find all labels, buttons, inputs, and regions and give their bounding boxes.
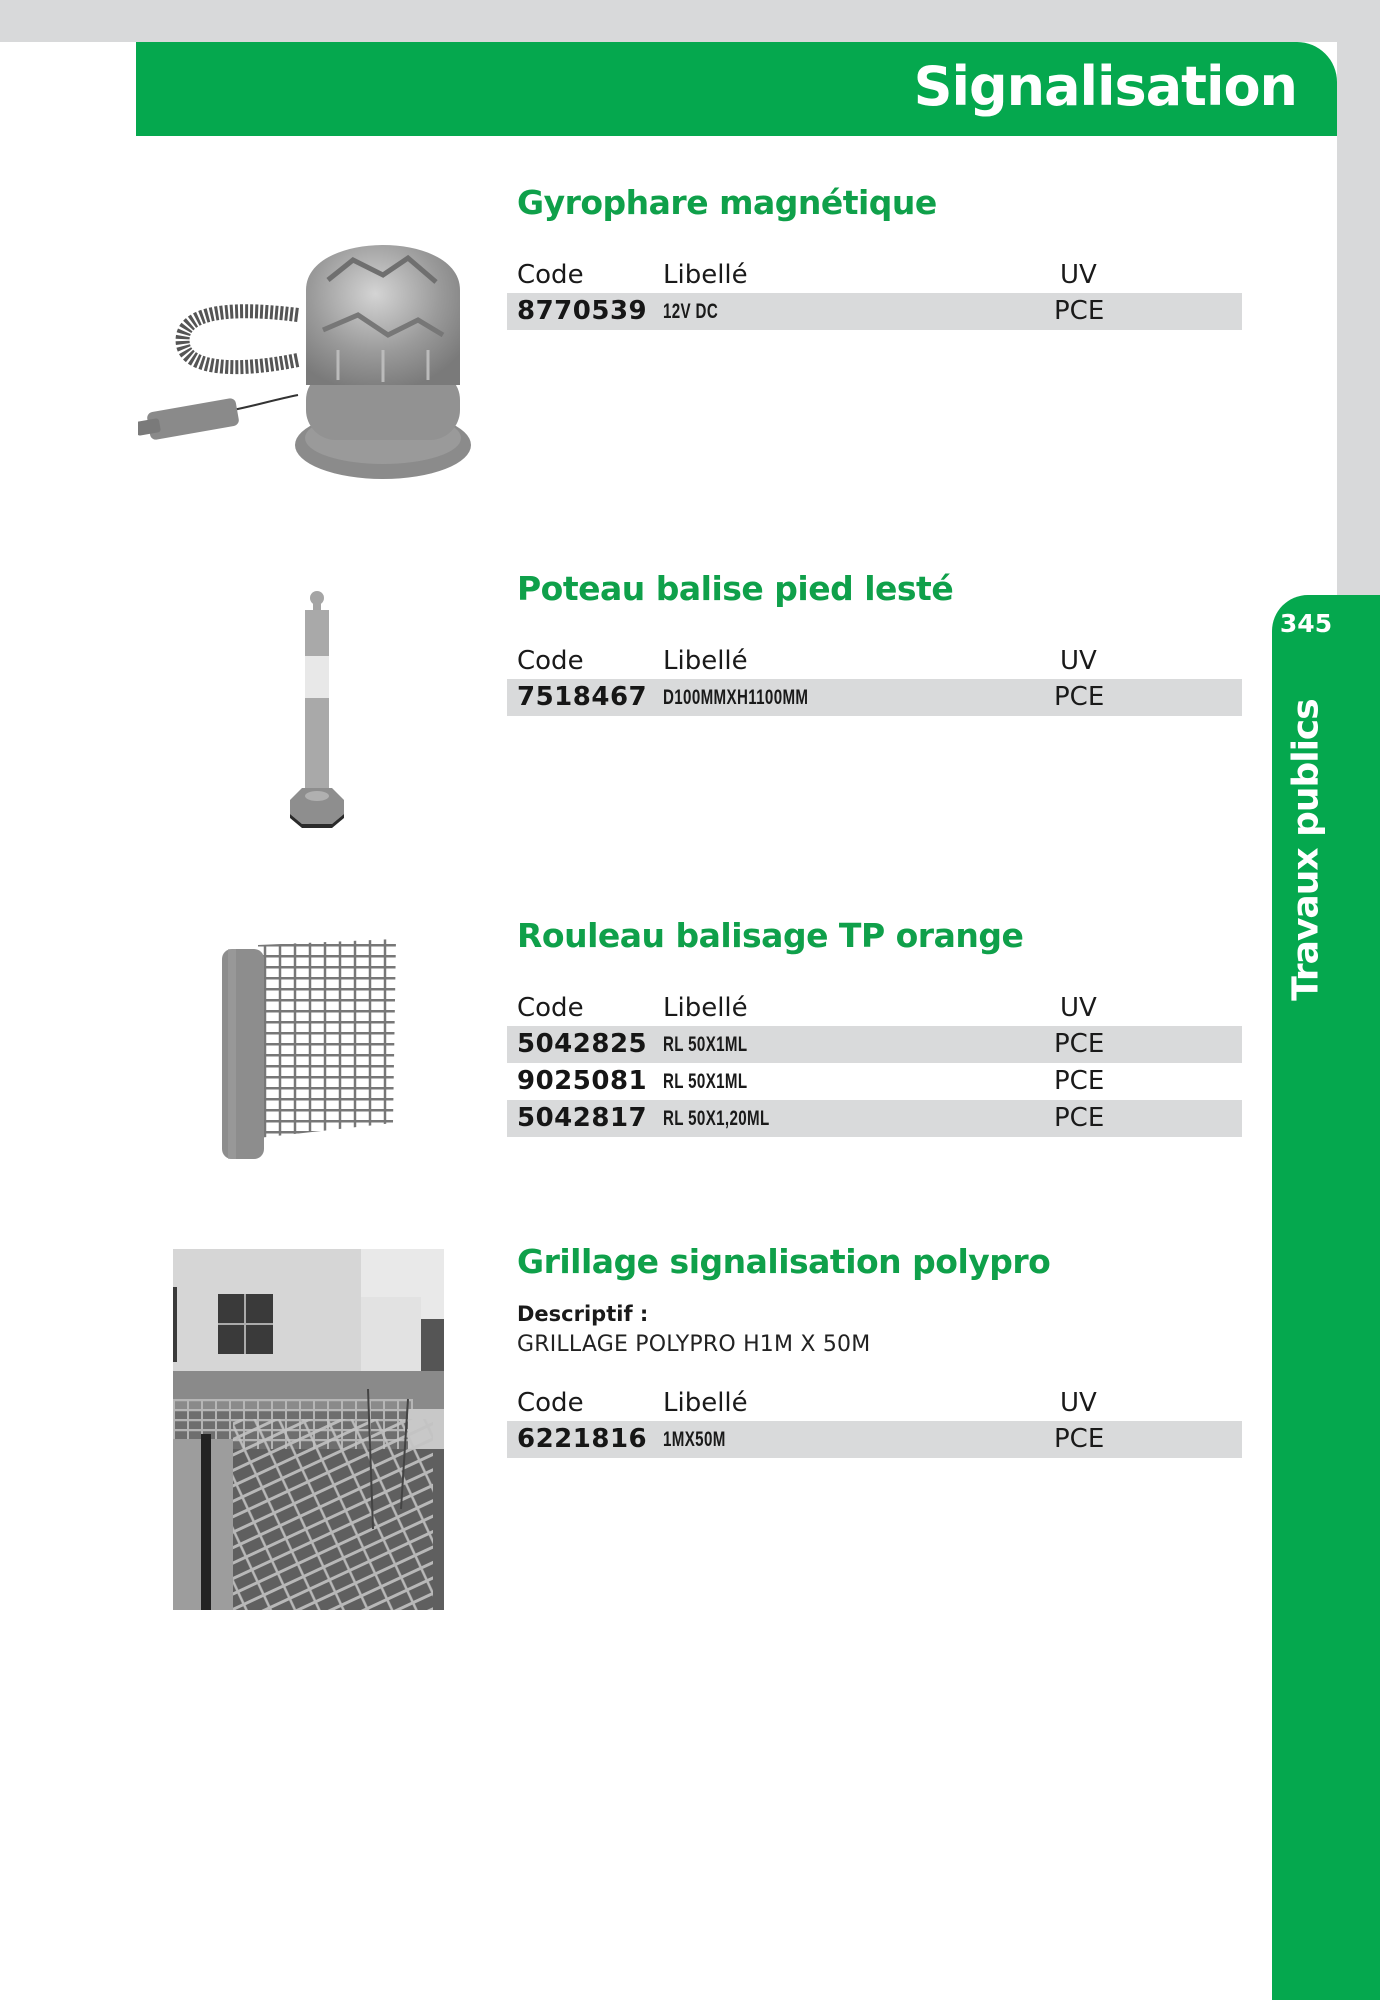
product-title: Rouleau balisage TP orange — [517, 916, 1024, 955]
column-header-label: Libellé — [663, 260, 748, 290]
product-title: Poteau balise pied lesté — [517, 569, 954, 608]
page-right-edge — [1337, 0, 1380, 600]
product-label: 1MX50M — [663, 1428, 726, 1451]
column-header-unit: UV — [1060, 993, 1097, 1023]
product-code: 9025081 — [517, 1066, 648, 1096]
product-code: 5042817 — [517, 1103, 648, 1133]
column-header-unit: UV — [1060, 646, 1097, 676]
product-code: 8770539 — [517, 296, 648, 326]
column-header-code: Code — [517, 260, 584, 290]
chapter-side-tab — [1272, 595, 1380, 2000]
column-header-code: Code — [517, 1388, 584, 1418]
table-row — [507, 293, 1242, 330]
product-unit: PCE — [1054, 682, 1105, 712]
table-row — [507, 1100, 1242, 1137]
chapter-label — [1280, 685, 1332, 1015]
column-header-code: Code — [517, 993, 584, 1023]
table-header — [507, 1384, 1242, 1421]
description-text: GRILLAGE POLYPRO H1M X 50M — [517, 1332, 871, 1357]
section-header-band — [136, 42, 1337, 136]
product-code: 5042825 — [517, 1029, 648, 1059]
table-row — [507, 679, 1242, 716]
table-row — [507, 1063, 1242, 1100]
column-header-unit: UV — [1060, 1388, 1097, 1418]
product-label: RL 50X1ML — [663, 1070, 748, 1093]
product-label: D100MMXH1100MM — [663, 686, 809, 709]
product-label: RL 50X1,20ML — [663, 1107, 770, 1130]
column-header-label: Libellé — [663, 993, 748, 1023]
table-header — [507, 256, 1242, 293]
product-unit: PCE — [1054, 1066, 1105, 1096]
table-header — [507, 989, 1242, 1026]
product-code: 7518467 — [517, 682, 648, 712]
product-unit: PCE — [1054, 1029, 1105, 1059]
table-row — [507, 1421, 1242, 1458]
table-row — [507, 1026, 1242, 1063]
rotating-beacon-image — [138, 220, 478, 495]
table-header — [507, 642, 1242, 679]
product-table — [507, 642, 1242, 716]
product-unit: PCE — [1054, 1424, 1105, 1454]
page-title: Signalisation — [913, 55, 1297, 118]
product-table — [507, 1384, 1242, 1458]
product-table — [507, 989, 1242, 1137]
weighted-marker-post-image — [272, 588, 362, 828]
product-label: 12V DC — [663, 300, 719, 323]
column-header-unit: UV — [1060, 260, 1097, 290]
page-top-edge — [0, 0, 1380, 42]
product-unit: PCE — [1054, 296, 1105, 326]
product-label: RL 50X1ML — [663, 1033, 748, 1056]
product-title: Gyrophare magnétique — [517, 183, 937, 222]
column-header-label: Libellé — [663, 646, 748, 676]
product-code: 6221816 — [517, 1424, 648, 1454]
column-header-label: Libellé — [663, 1388, 748, 1418]
polypro-fence-photo — [173, 1249, 444, 1610]
chapter-label-text: Travaux publics — [1285, 699, 1327, 1001]
product-unit: PCE — [1054, 1103, 1105, 1133]
marking-mesh-roll-image — [218, 933, 398, 1163]
product-title: Grillage signalisation polypro — [517, 1242, 1051, 1281]
page-number: 345 — [1279, 609, 1333, 638]
product-table — [507, 256, 1242, 330]
description-label: Descriptif : — [517, 1302, 649, 1326]
column-header-code: Code — [517, 646, 584, 676]
